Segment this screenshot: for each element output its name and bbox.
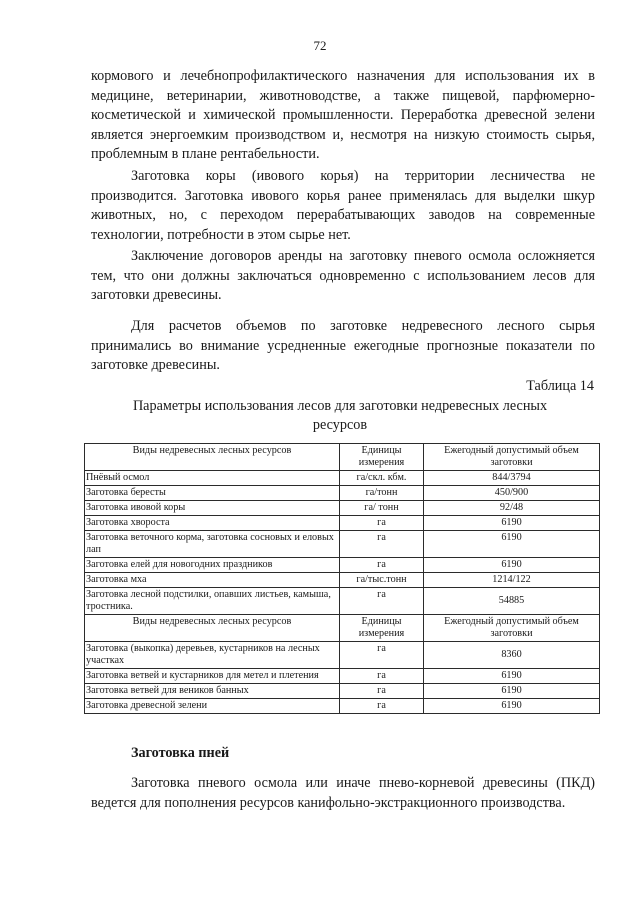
- table-header-row: [85, 444, 600, 471]
- row-volume: 450/900: [424, 486, 600, 501]
- header-resource: Виды недревесных лесных ресурсов: [85, 444, 340, 471]
- table-row: [85, 573, 600, 588]
- table-row: [85, 669, 600, 684]
- table-title: Параметры использования лесов для заготовки недревесных лесных ресурсов: [132, 398, 548, 433]
- row-unit: га: [340, 516, 424, 531]
- table-label: Таблица 14: [526, 378, 594, 394]
- row-unit: га: [340, 588, 424, 615]
- row-volume: 54885: [424, 588, 600, 615]
- row-resource: Заготовка (выкопка) деревьев, кустарников на лесных участках: [85, 642, 340, 669]
- row-volume: 6190: [424, 684, 600, 699]
- header-volume: Ежегодный допустимый объем заготовки: [424, 615, 600, 642]
- row-resource: Заготовка ветвей для веников банных: [85, 684, 340, 699]
- page-number: 72: [313, 38, 327, 53]
- paragraph-4: Для расчетов объемов по заготовке недревесного лесного сырья принимались во внимание усредненные ежегодные прогнозные показатели по заготовке древесины.: [91, 318, 595, 373]
- row-unit: га/тонн: [340, 486, 424, 501]
- row-unit: га: [340, 531, 424, 558]
- row-volume: 1214/122: [424, 573, 600, 588]
- table-row: [85, 588, 600, 615]
- row-unit: га/тыс.тонн: [340, 573, 424, 588]
- final-paragraph: Заготовка пневого осмола или иначе пнево-корневой древесины (ПКД) ведется для пополнения ресурсов канифольно-экстракционного производства.: [91, 775, 595, 811]
- row-unit: га: [340, 684, 424, 699]
- section-heading: Заготовка пней: [131, 745, 230, 761]
- table-row: [85, 699, 600, 714]
- row-unit: га: [340, 558, 424, 573]
- header-unit: Единицы измерения: [340, 615, 424, 642]
- row-resource: Заготовка веточного корма, заготовка сосновых и еловых лап: [85, 531, 340, 558]
- paragraph-2: Заготовка коры (ивового корья) на территории лесничества не производится. Заготовка ивового корья ранее применялась для выделки шкур животных, но, с переходом перерабатывающих заводов на современные технологии, потребности в этом сырье нет.: [91, 168, 595, 243]
- table-row: [85, 642, 600, 669]
- header-resource: Виды недревесных лесных ресурсов: [85, 615, 340, 642]
- row-volume: 92/48: [424, 501, 600, 516]
- row-volume: 6190: [424, 558, 600, 573]
- row-resource: Заготовка хвороста: [85, 516, 340, 531]
- paragraph-1: кормового и лечебнопрофилактического назначения для использования их в медицине, ветеринарии, животноводстве, а также пищевой, парфюмерно-косметической и химической промышленности. Переработка древесной зелени является энергоемким производством и, несмотря на низкую стоимость сырья, проблемным в плане рентабельности.: [91, 68, 595, 162]
- table-header-row-repeat: [85, 615, 600, 642]
- row-resource: Заготовка древесной зелени: [85, 699, 340, 714]
- row-unit: га/ тонн: [340, 501, 424, 516]
- row-volume: 6190: [424, 699, 600, 714]
- paragraph-3: Заключение договоров аренды на заготовку пневого осмола осложняется тем, что они должны заключаться одновременно с использованием лесов для заготовки древесины.: [91, 248, 595, 303]
- row-volume: 8360: [424, 642, 600, 669]
- row-volume: 6190: [424, 531, 600, 558]
- row-unit: га/скл. кбм.: [340, 471, 424, 486]
- table-row: [85, 501, 600, 516]
- row-resource: Заготовка лесной подстилки, опавших листьев, камыша, тростника.: [85, 588, 340, 615]
- table-row: [85, 558, 600, 573]
- resources-table: [84, 443, 600, 714]
- row-volume: 844/3794: [424, 471, 600, 486]
- row-unit: га: [340, 699, 424, 714]
- row-resource: Заготовка мха: [85, 573, 340, 588]
- row-unit: га: [340, 669, 424, 684]
- row-resource: Заготовка бересты: [85, 486, 340, 501]
- table-row: [85, 471, 600, 486]
- table-row: [85, 486, 600, 501]
- row-volume: 6190: [424, 669, 600, 684]
- row-resource: Заготовка ветвей и кустарников для метел и плетения: [85, 669, 340, 684]
- row-volume: 6190: [424, 516, 600, 531]
- row-resource: Заготовка елей для новогодних праздников: [85, 558, 340, 573]
- header-unit: Единицы измерения: [340, 444, 424, 471]
- table-row: [85, 516, 600, 531]
- row-unit: га: [340, 642, 424, 669]
- table-row: [85, 684, 600, 699]
- row-resource: Пнёвый осмол: [85, 471, 340, 486]
- header-volume: Ежегодный допустимый объем заготовки: [424, 444, 600, 471]
- row-resource: Заготовка ивовой коры: [85, 501, 340, 516]
- table-row: [85, 531, 600, 558]
